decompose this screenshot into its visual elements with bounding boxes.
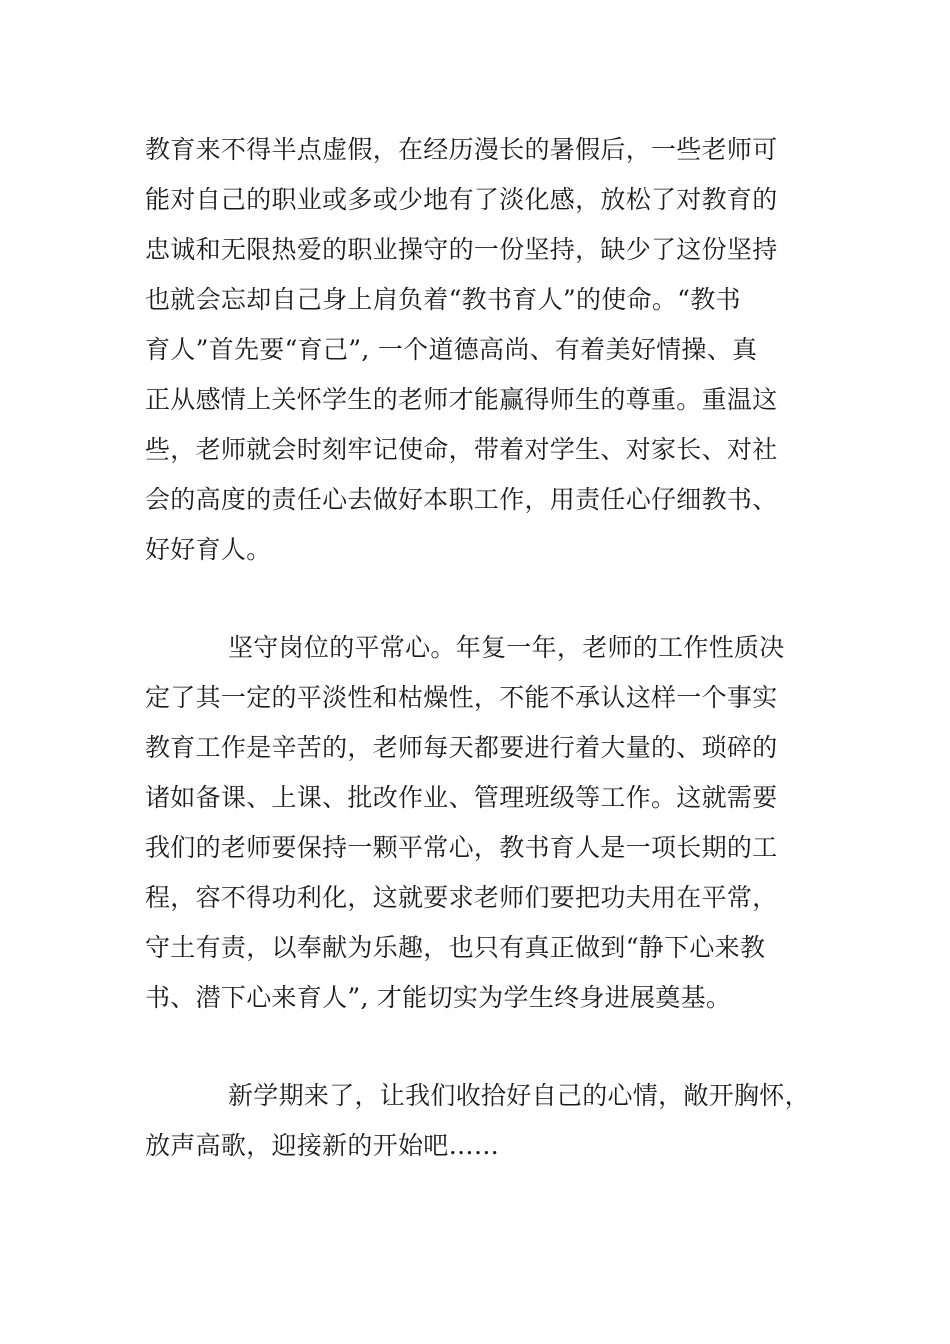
paragraph-2-line-3: 教育工作是辛苦的，老师每天都要进行着大量的、琐碎的	[145, 733, 778, 762]
paragraph-2-line-7: 守土有责，以奉献为乐趣，也只有真正做到“静下心来教	[145, 933, 766, 962]
paragraph-2-line-5: 我们的老师要保持一颗平常心，教书育人是一项长期的工	[145, 833, 778, 862]
paragraph-2-line-6: 程，容不得功利化，这就要求老师们要把功夫用在平常，	[145, 883, 778, 912]
paragraph-1-line-8: 会的高度的责任心去做好本职工作，用责任心仔细教书、	[145, 485, 778, 514]
paragraph-1-line-7: 些，老师就会时刻牢记使命，带着对学生、对家长、对社	[145, 435, 778, 464]
paragraph-1-line-5: 育人”首先要“育己”, 一个道德高尚、有着美好情操、真	[145, 335, 758, 364]
paragraph-1-line-2: 能对自己的职业或多或少地有了淡化感，放松了对教育的	[145, 185, 778, 214]
paragraph-3-line-1: 新学期来了，让我们收拾好自己的心情，敞开胸怀，	[228, 1081, 810, 1110]
paragraph-1-line-6: 正从感情上关怀学生的老师才能赢得师生的尊重。重温这	[145, 385, 778, 414]
paragraph-1-line-9: 好好育人。	[145, 535, 272, 564]
paragraph-1-line-3: 忠诚和无限热爱的职业操守的一份坚持，缺少了这份坚持	[145, 235, 778, 264]
paragraph-3-line-2: 放声高歌，迎接新的开始吧……	[145, 1131, 500, 1160]
paragraph-1-line-1: 教育来不得半点虚假，在经历漫长的暑假后，一些老师可	[145, 135, 778, 164]
paragraph-2-line-8: 书、潜下心来育人”, 才能切实为学生终身进展奠基。	[145, 983, 732, 1012]
paragraph-1-line-4: 也就会忘却自己身上肩负着“教书育人”的使命。“教书	[145, 285, 741, 314]
paragraph-2-line-4: 诸如备课、上课、批改作业、管理班级等工作。这就需要	[145, 783, 778, 812]
paragraph-2-line-2: 定了其一定的平淡性和枯燥性，不能不承认这样一个事实	[145, 683, 778, 712]
paragraph-2-line-1: 坚守岗位的平常心。年复一年，老师的工作性质决	[228, 633, 785, 662]
